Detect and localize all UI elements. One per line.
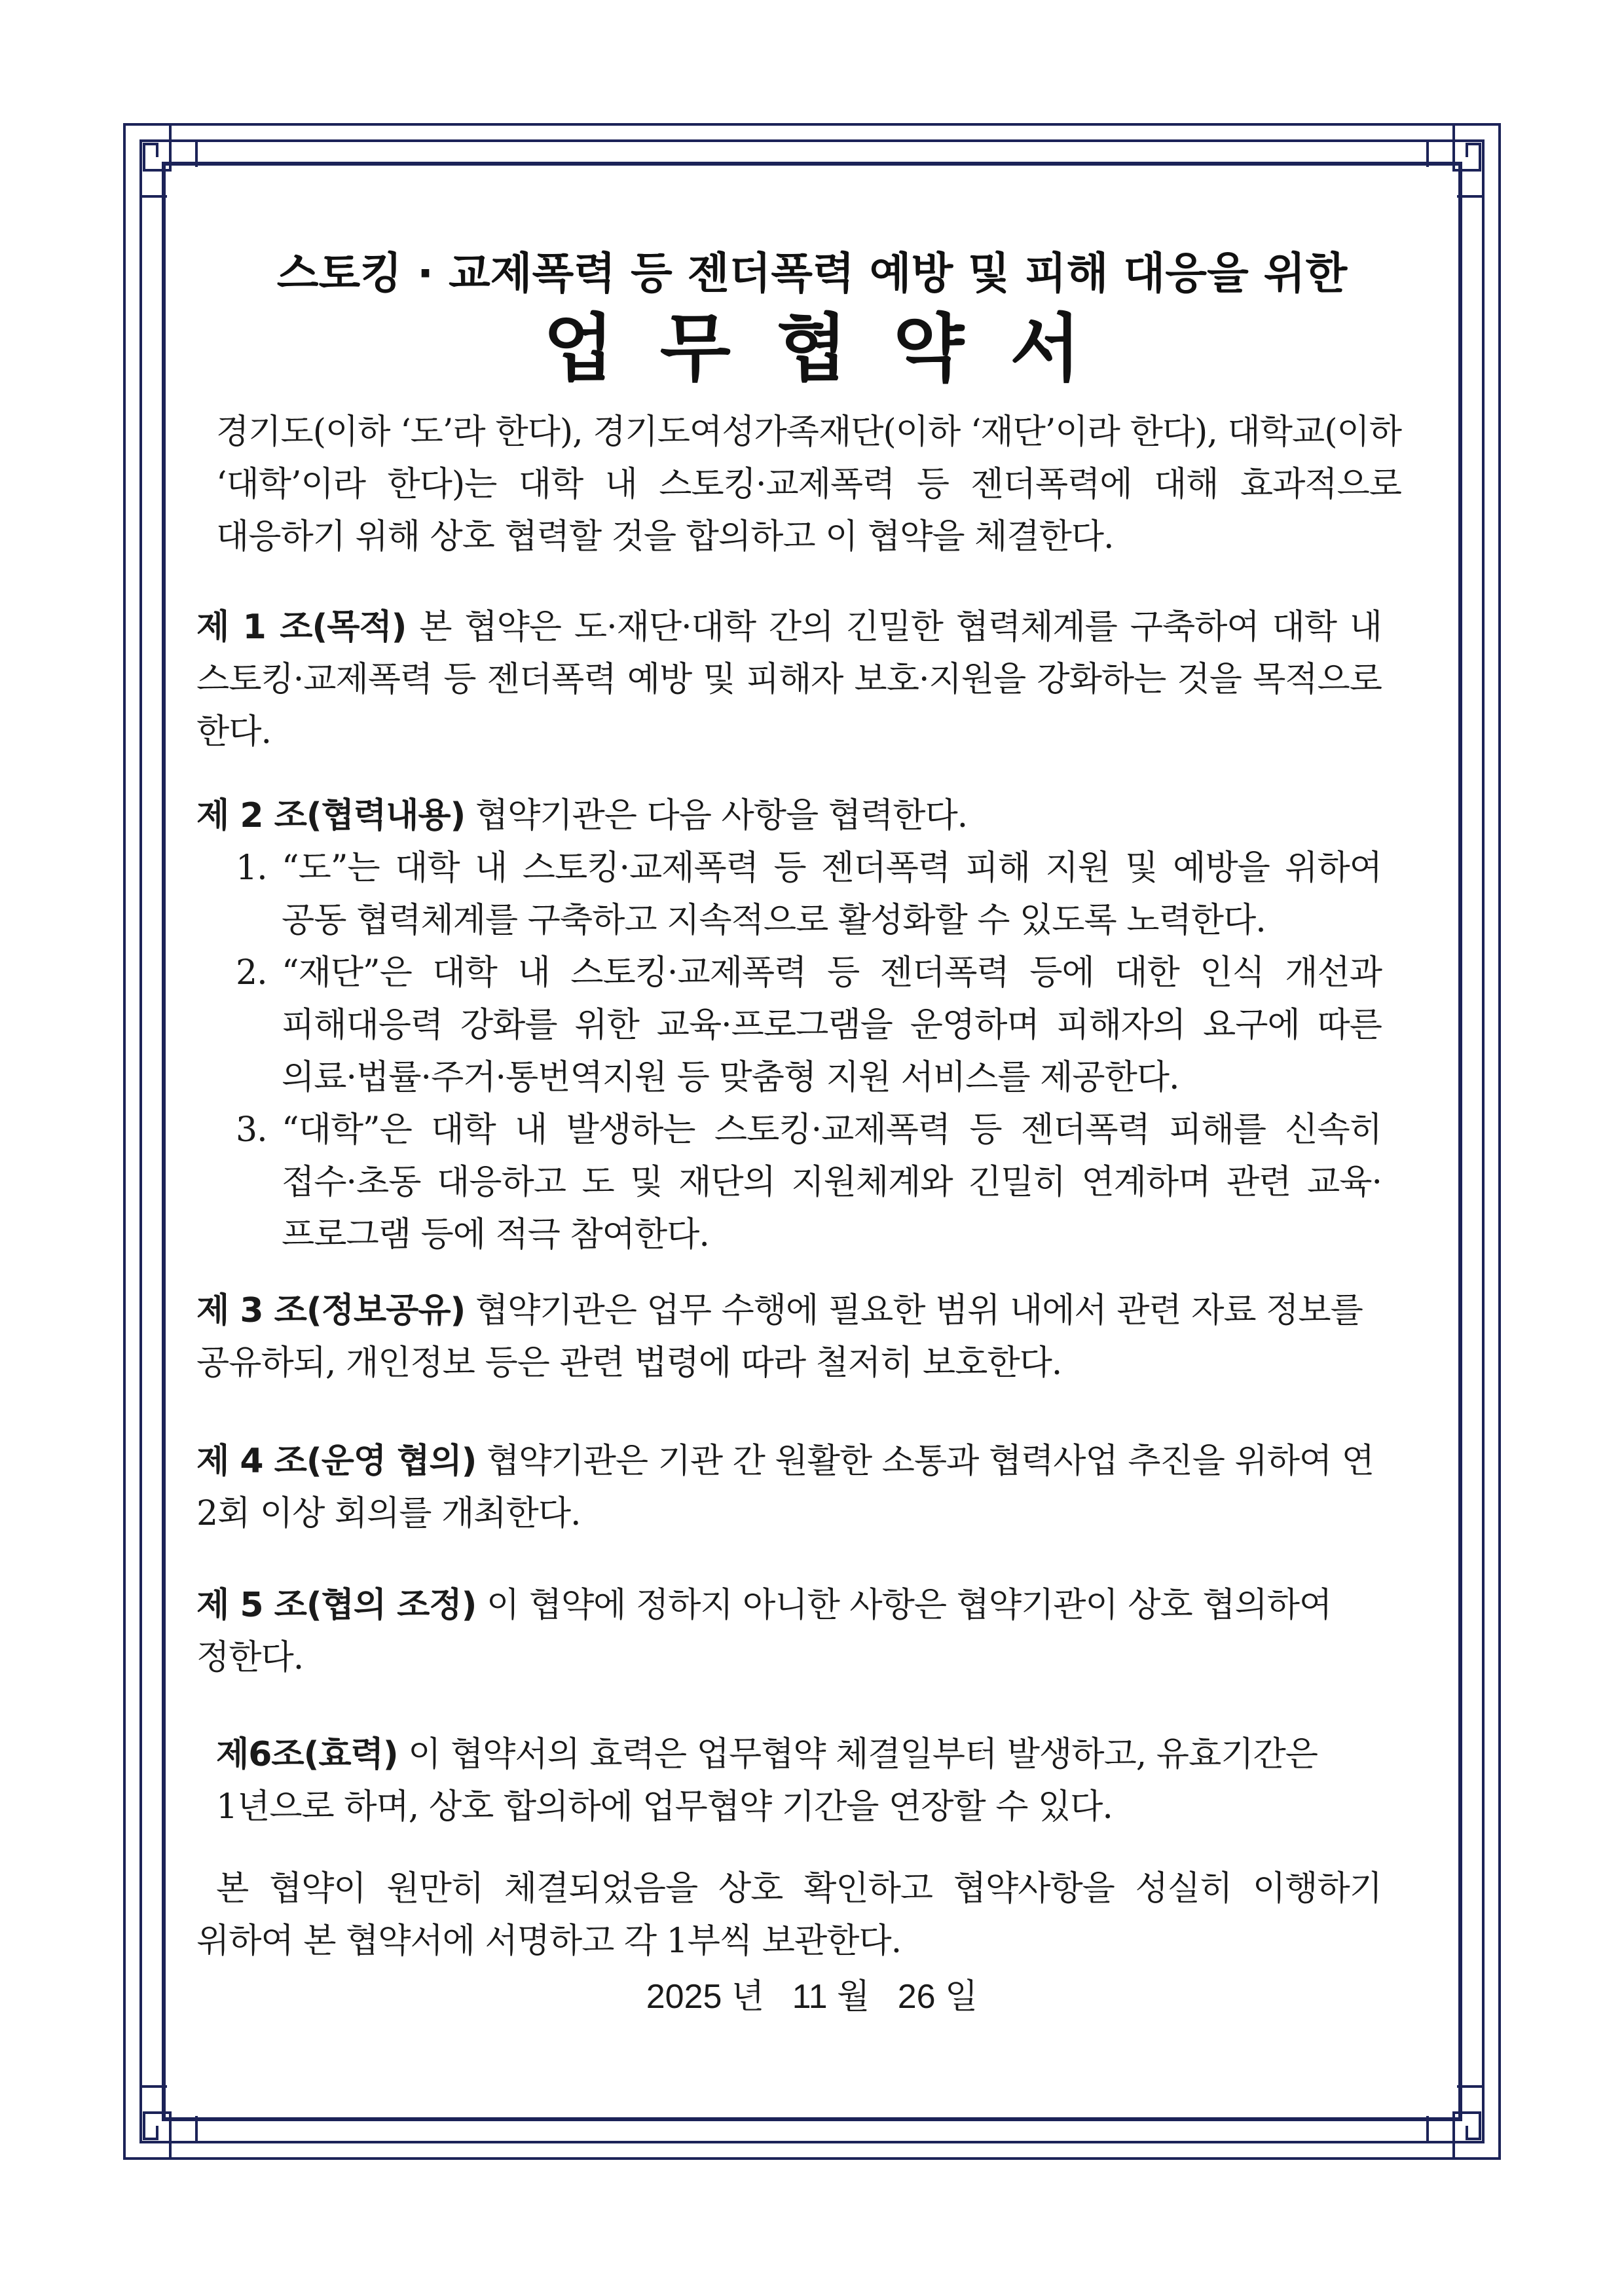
article-6-text: 이 협약서의 효력은 업무협약 체결일부터 발생하고, 유효기간은 1년으로 하며, 상호 합의하에 업무협약 기간을 연장할 수 있다. xyxy=(216,1735,1318,1827)
closing-statement: 본 협약이 원만히 체결되었음을 상호 확인하고 협약사항을 성실히 이행하기 위하여 본 협약서에 서명하고 각 1부씩 보관한다. xyxy=(196,1869,1382,1961)
article-2-item xyxy=(196,947,1382,1104)
article-1 xyxy=(196,601,1382,758)
date-day: 26 일 xyxy=(897,1978,978,2016)
article-3-heading: 제 3 조(정보공유) xyxy=(196,1291,466,1330)
article-2 xyxy=(196,790,1382,1261)
article-2-text: 협약기관은 다음 사항을 협력한다. xyxy=(475,796,968,835)
date-year: 2025 년 xyxy=(646,1978,765,2016)
item-number: 2. xyxy=(236,953,267,993)
preamble: 경기도(이하 ‘도’라 한다), 경기도여성가족재단(이하 ‘재단’이라 한다), 대학교(이하 ‘대학’이라 한다)는 대학 내 스토킹·교제폭력 등 젠더폭력에 대해 효과적으로 대응하기 위해 상호 협력할 것을 합의하고 이 협약을 체결한다. xyxy=(216,412,1401,556)
article-4-text: 협약기관은 기관 간 원활한 소통과 협력사업 추진을 위하여 연 2회 이상 회의를 개최한다. xyxy=(196,1442,1374,1533)
article-5-heading: 제 5 조(협의 조정) xyxy=(196,1586,477,1625)
article-4 xyxy=(196,1435,1382,1540)
article-5 xyxy=(196,1579,1382,1684)
article-4-heading: 제 4 조(운영 협의) xyxy=(196,1442,477,1481)
item-text: “도”는 대학 내 스토킹·교제폭력 등 젠더폭력 피해 지원 및 예방을 위하여 공동 협력체계를 구축하고 지속적으로 활성화할 수 있도록 노력한다. xyxy=(282,848,1382,940)
article-1-heading: 제 1 조(목적) xyxy=(196,608,407,647)
item-text: “대학”은 대학 내 발생하는 스토킹·교제폭력 등 젠더폭력 피해를 신속히 접수·초동 대응하고 도 및 재단의 지원체계와 긴밀히 연계하며 관련 교육·프로그램 등에 적극 참여한다. xyxy=(282,1110,1382,1254)
item-number: 1. xyxy=(236,848,267,888)
article-2-heading: 제 2 조(협력내용) xyxy=(196,796,466,835)
article-5-text: 이 협약에 정하지 아니한 사항은 협약기관이 상호 협의하여 정한다. xyxy=(196,1586,1332,1677)
item-text: “재단”은 대학 내 스토킹·교제폭력 등 젠더폭력 등에 대한 인식 개선과 피해대응력 강화를 위한 교육·프로그램을 운영하며 피해자의 요구에 따른 의료·법률·주거·통번역지원 등 맞춤형 지원 서비스를 제공한다. xyxy=(282,953,1382,1097)
article-3-text: 협약기관은 업무 수행에 필요한 범위 내에서 관련 자료 정보를 공유하되, 개인정보 등은 관련 법령에 따라 철저히 보호한다. xyxy=(196,1291,1363,1383)
article-1-text: 본 협약은 도·재단·대학 간의 긴밀한 협력체계를 구축하여 대학 내 스토킹·교제폭력 등 젠더폭력 예방 및 피해자 보호·지원을 강화하는 것을 목적으로 한다. xyxy=(196,608,1382,752)
date-month: 11 월 xyxy=(792,1978,870,2016)
article-2-item xyxy=(196,1104,1382,1261)
document-title: 업무협약서 xyxy=(543,306,1127,392)
article-2-item xyxy=(196,842,1382,947)
article-3 xyxy=(196,1285,1382,1389)
article-6 xyxy=(196,1728,1382,1833)
signing-date xyxy=(216,1971,1408,2023)
item-number: 3. xyxy=(236,1110,267,1150)
article-6-heading: 제6조(효력) xyxy=(216,1735,398,1774)
document-subtitle: 스토킹 · 교제폭력 등 젠더폭력 예방 및 피해 대응을 위한 xyxy=(276,248,1348,299)
